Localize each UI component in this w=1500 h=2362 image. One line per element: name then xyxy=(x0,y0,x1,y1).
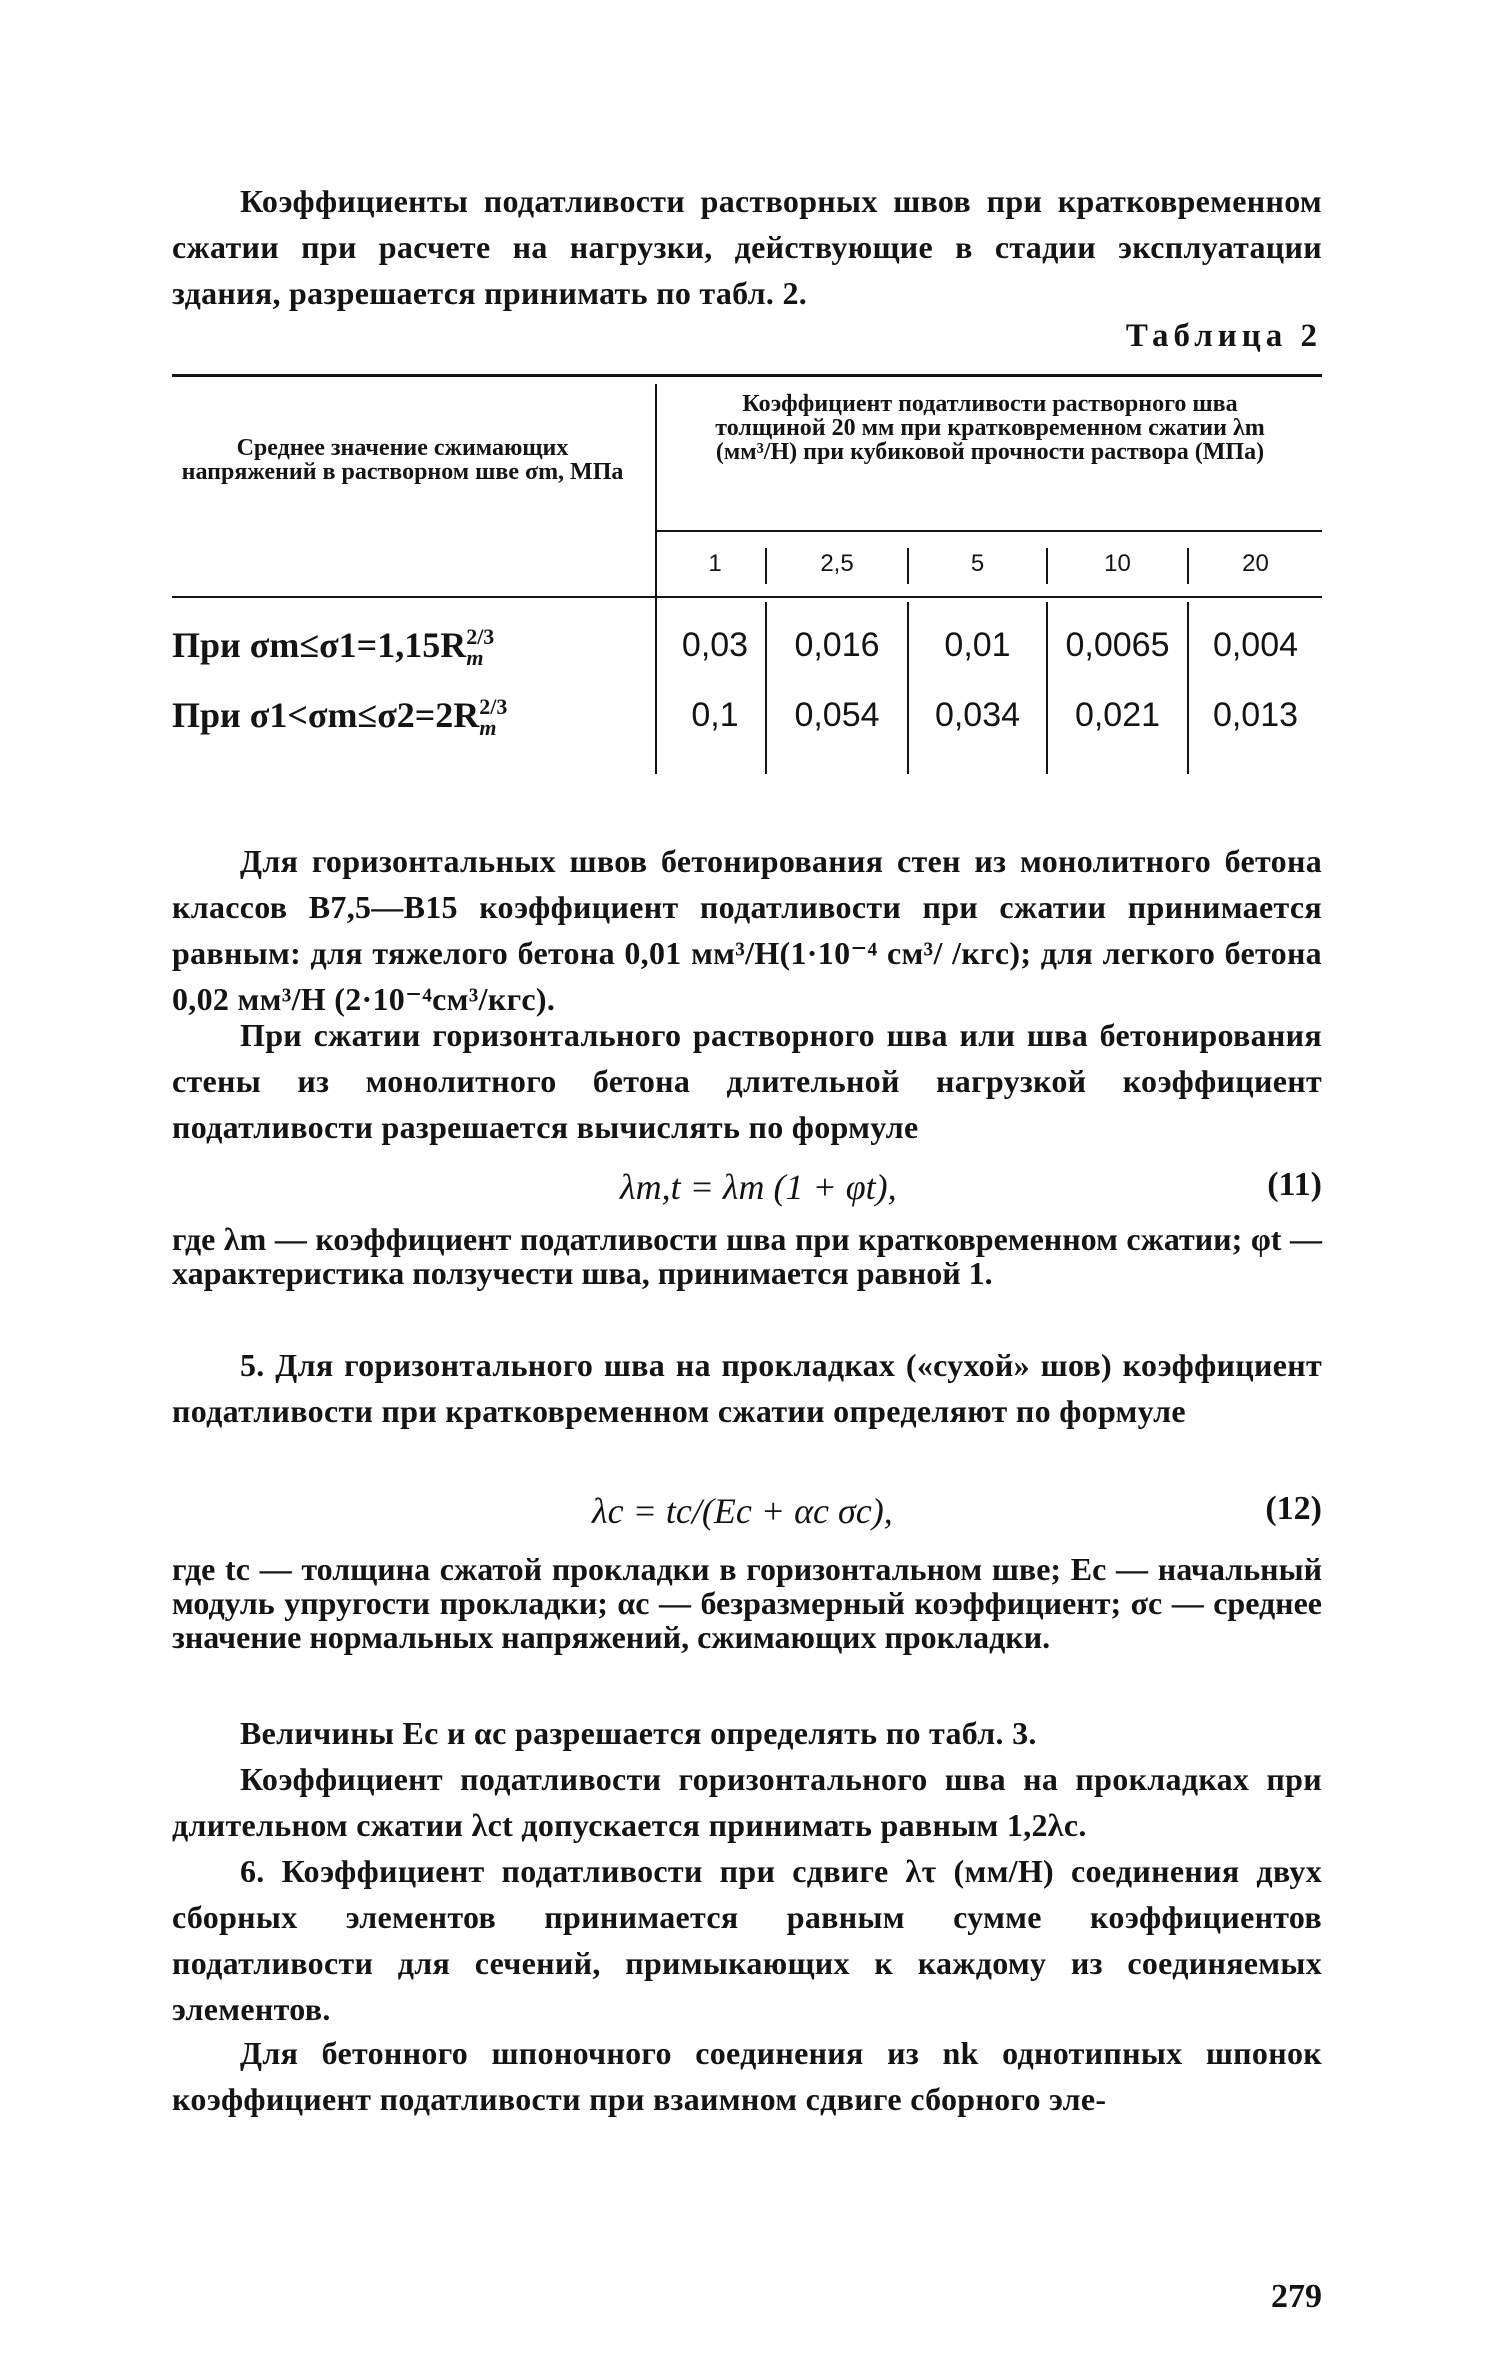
strength-3: 5 xyxy=(970,550,985,577)
table-row-label: При $\sigma 1<\sigma m\le\sigma 2=2R^{2/3}_m$ xyxy=(172,694,508,741)
formula-11: λm,t = λm (1 + φt), xyxy=(620,1167,897,1207)
table-title: Таблица 2 xyxy=(1125,318,1322,354)
formula-11-legend: где λm — коэффициент податливости шва при кратковременном сжатии; φt — характеристика ползучести шва, принимается равной 1. xyxy=(172,1221,1322,1291)
table-cell: 0,03 xyxy=(681,626,749,664)
paragraph-table3-ref: Величины Ec и αc разрешается определять по табл. 3. xyxy=(240,1715,1037,1751)
table-cell: 0,013 xyxy=(1212,696,1299,734)
paragraph-shear: 6. Коэффициент податливости при сдвиге λτ (мм/Н) соединения двух сборных элементов принимается равным сумме коэффициентов податливости для сечений, примыкающих к каждому из соединяемых элементов. xyxy=(172,1853,1322,2027)
table-cell: 0,01 xyxy=(944,626,1011,664)
table-cell: 0,021 xyxy=(1074,696,1161,734)
strength-1: 1 xyxy=(708,550,722,577)
table-cell: 0,016 xyxy=(794,626,880,664)
formula-12-legend: где tc — толщина сжатой прокладки в горизонтальном шве; Ec — начальный модуль упругости прокладки; αc — безразмерный коэффициент; σc — среднее значение нормальных напряжений, сжимающих прокладки. xyxy=(172,1551,1322,1655)
table-top-rule xyxy=(172,374,1322,377)
paragraph-long-term-pads: Коэффициент податливости горизонтального шва на прокладках при длительном сжатии λct допускается принимать равным 1,2λc. xyxy=(172,1761,1322,1843)
paragraph-dry-joint: 5. Для горизонтального шва на прокладках («сухой» шов) коэффициент податливости при кратковременном сжатии определяют по формуле xyxy=(172,1347,1322,1429)
table-header-bottom-rule xyxy=(172,596,1322,598)
table-subheader-rule xyxy=(655,530,1322,532)
strength-4: 10 xyxy=(1104,550,1131,577)
table-cell: 0,034 xyxy=(934,696,1021,734)
table-row-label: При $\sigma m\le\sigma 1=1,15R^{2/3}_m$ xyxy=(172,624,495,671)
equation-number-11: (11) xyxy=(1267,1166,1322,1203)
strength-5: 20 xyxy=(1242,550,1269,577)
paragraph-long-term: При сжатии горизонтального растворного шва или шва бетонирования стены из монолитного бетона длительной нагрузкой коэффициент податливости разрешается вычислять по формуле xyxy=(172,1017,1322,1145)
page-number: 279 xyxy=(1271,2278,1322,2315)
paragraph-key-joint: Для бетонного шпоночного соединения из nk однотипных шпонок коэффициент податливости при взаимном сдвиге сборного эле- xyxy=(172,2035,1322,2117)
table-cell: 0,054 xyxy=(794,696,880,734)
paragraph-concrete-joints: Для горизонтальных швов бетонирования стен из монолитного бетона классов В7,5—В15 коэффициент податливости при сжатии принимается равным: для тяжелого бетона 0,01 мм³/Н(1·10⁻⁴ см³/ /кгс); для легкого бетона 0,02 мм³/Н (2·10⁻⁴см³/кгс). xyxy=(172,843,1322,1017)
intro-paragraph: Коэффициенты податливости растворных швов при кратковременном сжатии при расчете на нагрузки, действующие в стадии эксплуатации здания, разрешается принимать по табл. 2. xyxy=(172,183,1322,311)
formula-12: λc = tc/(Ec + αc σc), xyxy=(592,1491,893,1531)
table-col-divider xyxy=(655,384,657,774)
table-cell: 0,1 xyxy=(691,696,739,734)
equation-number-12: (12) xyxy=(1265,1490,1322,1527)
table-col1-header: Среднее значение сжимающих напряжений в растворном шве σm, МПа xyxy=(181,435,624,485)
table-group-header: Коэффициент податливости растворного шва толщиной 20 мм при кратковременном сжатии λm (мм³/Н) при кубиковой прочности раствора (МПа) xyxy=(715,391,1265,465)
table-cell: 0,0065 xyxy=(1065,626,1170,664)
table-cell: 0,004 xyxy=(1212,626,1299,664)
strength-2: 2,5 xyxy=(820,550,854,577)
